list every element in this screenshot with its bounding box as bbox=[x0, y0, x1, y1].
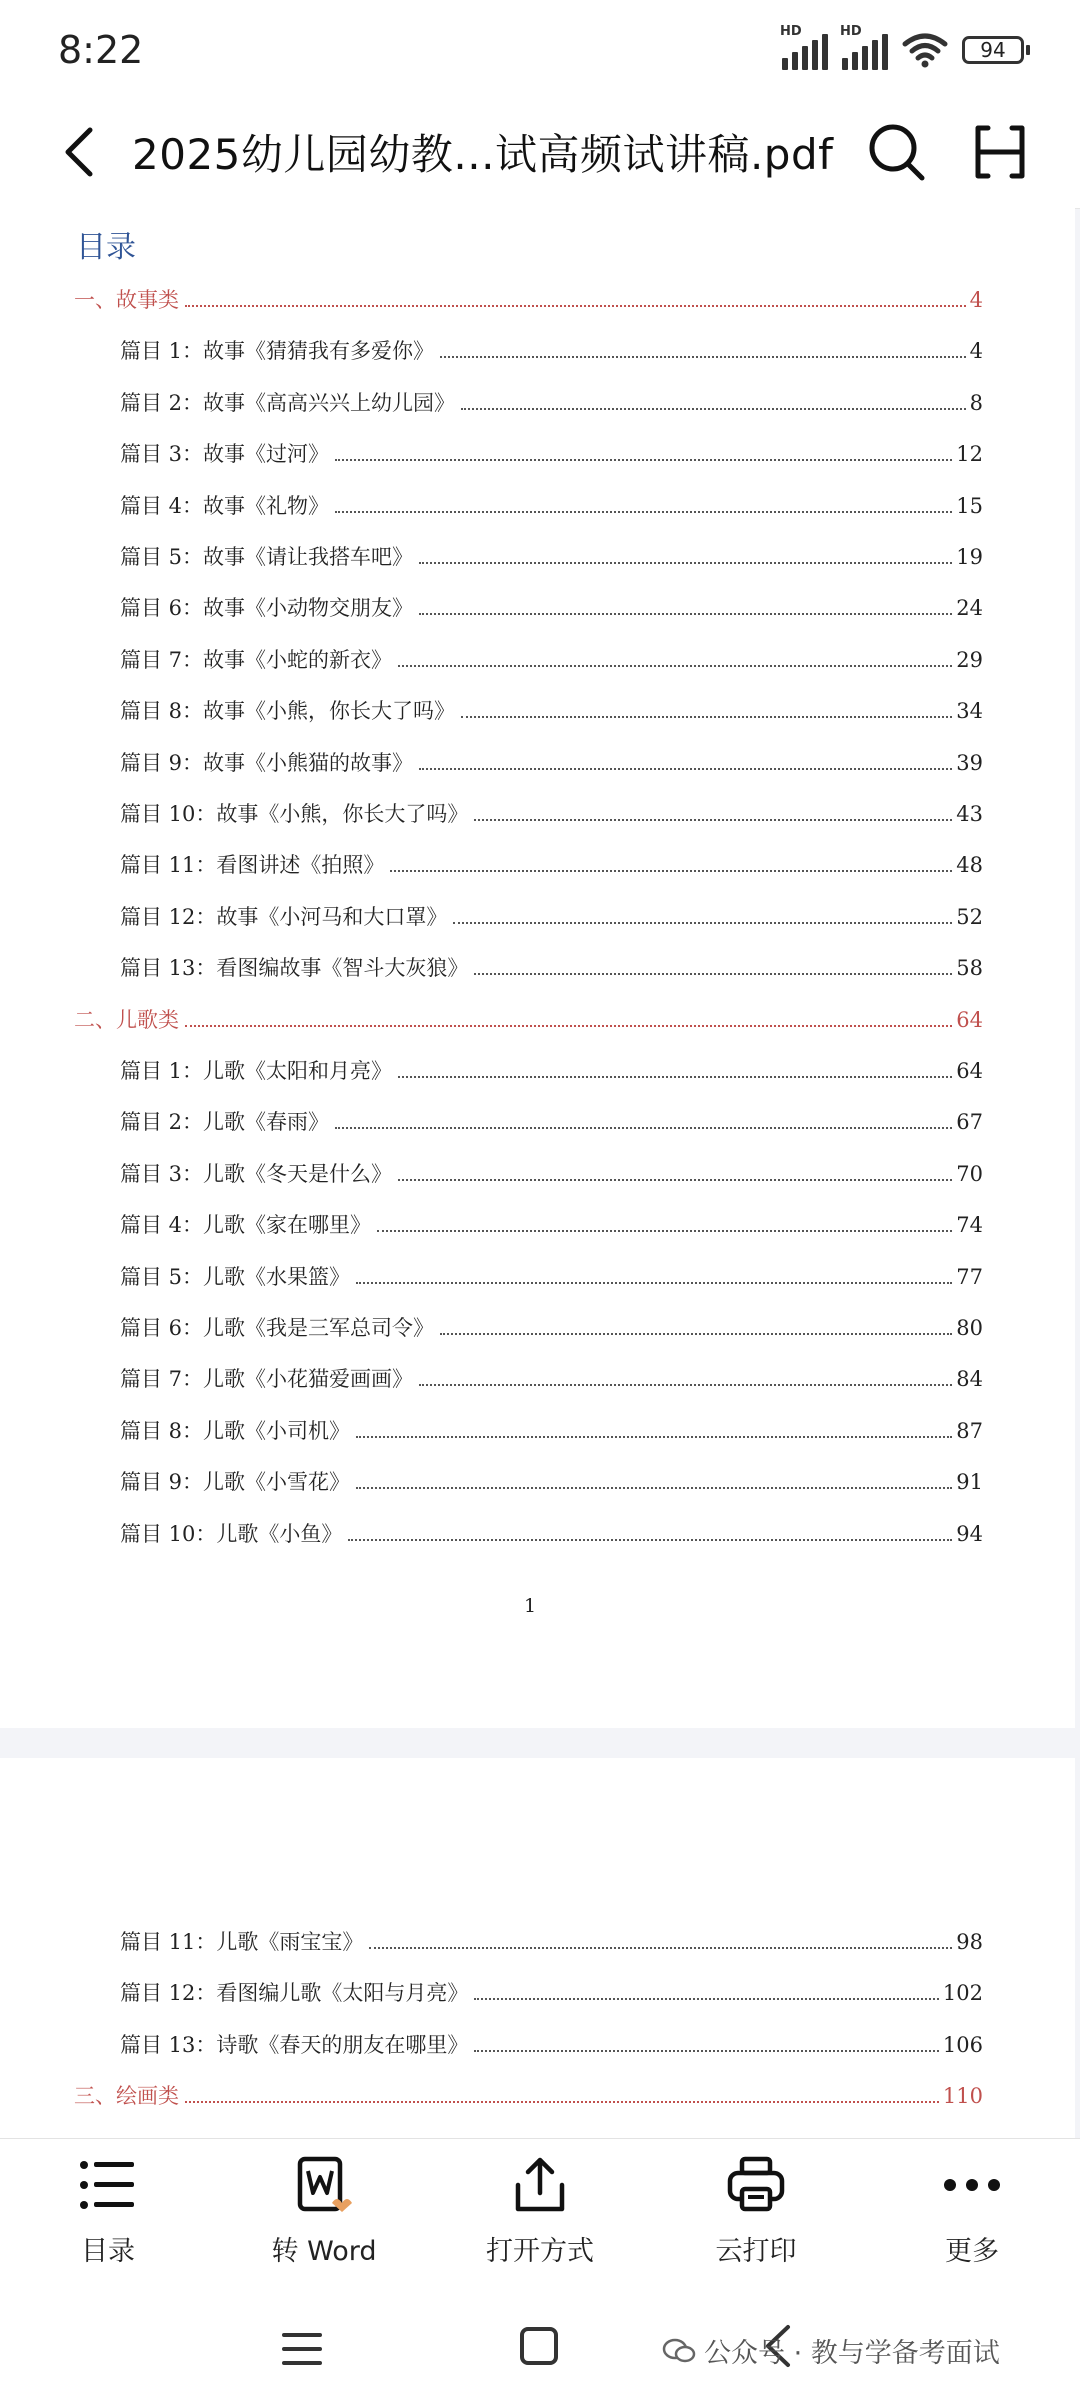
dot-leader bbox=[461, 716, 952, 718]
dot-leader bbox=[440, 1333, 952, 1335]
signal-hd-icon: HD bbox=[842, 30, 888, 70]
cloud-print-button[interactable]: 云打印 bbox=[676, 2155, 836, 2268]
printer-icon bbox=[724, 2155, 788, 2215]
dot-leader bbox=[348, 1539, 952, 1541]
toc-entry-title: 篇目 9：儿歌《小雪花》 bbox=[120, 1470, 351, 1495]
toc-entry-page: 67 bbox=[956, 1110, 983, 1135]
share-icon bbox=[508, 2155, 572, 2215]
dot-leader bbox=[335, 511, 952, 513]
toc-entry[interactable] bbox=[0, 1363, 1075, 1403]
dot-leader bbox=[419, 1384, 952, 1386]
toc-heading: 目录 bbox=[76, 230, 136, 265]
toc-entry-title: 篇目 11：看图讲述《拍照》 bbox=[120, 853, 385, 878]
toc-entry-page: 84 bbox=[956, 1367, 983, 1392]
open-with-button[interactable]: 打开方式 bbox=[460, 2155, 620, 2268]
dot-leader bbox=[453, 922, 952, 924]
toc-entry[interactable] bbox=[0, 387, 1075, 427]
toc-entry-page: 87 bbox=[956, 1418, 983, 1443]
toc-entry-page: 52 bbox=[956, 904, 983, 929]
dot-leader bbox=[356, 1436, 952, 1438]
dot-leader bbox=[419, 562, 952, 564]
toc-entry-title: 篇目 4：故事《礼物》 bbox=[120, 493, 330, 518]
pdf-page[interactable] bbox=[0, 1758, 1075, 2138]
toc-entry-title: 二、儿歌类 bbox=[74, 1007, 179, 1032]
signal-hd-icon: HD bbox=[782, 30, 828, 70]
toc-entry[interactable] bbox=[0, 1261, 1075, 1301]
toc-entry-title: 篇目 1：儿歌《太阳和月亮》 bbox=[120, 1059, 393, 1083]
toc-entry-page: 102 bbox=[942, 1981, 983, 2006]
app-header bbox=[0, 100, 1080, 209]
toc-entry[interactable] bbox=[0, 1158, 1075, 1198]
toc-entry-title: 篇目 3：儿歌《冬天是什么》 bbox=[120, 1161, 393, 1186]
toc-entry[interactable] bbox=[0, 1055, 1075, 1095]
toc-entry[interactable] bbox=[0, 798, 1075, 838]
watermark: 公众号 · 教与学备考面试 bbox=[662, 2331, 1000, 2370]
toc-entry[interactable] bbox=[0, 901, 1075, 941]
dot-leader bbox=[474, 973, 952, 975]
toc-entry-page: 74 bbox=[956, 1213, 983, 1238]
dot-leader bbox=[356, 1487, 952, 1489]
toc-entry[interactable] bbox=[0, 2029, 1075, 2069]
toc-entry-title: 篇目 3：故事《过河》 bbox=[120, 442, 330, 467]
list-icon bbox=[76, 2155, 140, 2215]
dot-leader bbox=[185, 2101, 939, 2103]
toc-entry-page: 77 bbox=[956, 1264, 983, 1289]
toc-entry[interactable] bbox=[0, 541, 1075, 581]
toc-entry-page: 39 bbox=[956, 750, 983, 775]
toc-entry-page: 98 bbox=[956, 1930, 983, 1954]
status-icons bbox=[780, 24, 1024, 70]
toc-entry-page: 80 bbox=[956, 1316, 983, 1340]
toc-entry-title: 篇目 12：看图编儿歌《太阳与月亮》 bbox=[120, 1981, 469, 2006]
toc-entry-title: 篇目 1：故事《猜猜我有多爱你》 bbox=[120, 339, 435, 364]
dot-leader bbox=[377, 1230, 952, 1232]
system-nav-bar bbox=[0, 2301, 1080, 2401]
toc-entry-page: 64 bbox=[956, 1059, 983, 1083]
toc-entry[interactable] bbox=[0, 1106, 1075, 1146]
toc-entry-page: 29 bbox=[956, 647, 983, 672]
toc-entry[interactable] bbox=[0, 1209, 1075, 1249]
toc-section[interactable] bbox=[0, 284, 1075, 324]
menu-icon[interactable] bbox=[280, 2329, 324, 2369]
toc-entry-page: 24 bbox=[956, 596, 983, 621]
toc-entry[interactable] bbox=[0, 849, 1075, 889]
status-bar bbox=[0, 0, 1080, 100]
dot-leader bbox=[419, 613, 952, 615]
toc-entry[interactable] bbox=[0, 952, 1075, 992]
home-icon[interactable] bbox=[518, 2325, 560, 2367]
document-title: 2025幼儿园幼教...试高频试讲稿.pdf bbox=[132, 130, 834, 179]
wifi-icon bbox=[902, 32, 948, 68]
toc-entry-title: 篇目 11：儿歌《雨宝宝》 bbox=[120, 1930, 364, 1954]
dot-leader bbox=[356, 1282, 952, 1284]
toc-entry[interactable] bbox=[0, 1415, 1075, 1455]
toc-entry-title: 篇目 13：看图编故事《智斗大灰狼》 bbox=[120, 956, 469, 981]
pdf-page[interactable] bbox=[0, 208, 1075, 1728]
dot-leader bbox=[398, 1076, 952, 1078]
dot-leader bbox=[398, 665, 952, 667]
toc-entry[interactable] bbox=[0, 1926, 1075, 1966]
toc-entry[interactable] bbox=[0, 335, 1075, 375]
toc-entry[interactable] bbox=[0, 490, 1075, 530]
bottom-toolbar bbox=[0, 2138, 1080, 2302]
word-convert-icon bbox=[292, 2155, 356, 2215]
toc-entry-title: 篇目 12：故事《小河马和大口罩》 bbox=[120, 904, 448, 929]
dot-leader bbox=[335, 1127, 952, 1129]
dot-leader bbox=[390, 870, 952, 872]
page-number: 1 bbox=[524, 1595, 537, 1617]
toc-entry[interactable] bbox=[0, 1518, 1075, 1558]
toc-entry[interactable] bbox=[0, 695, 1075, 735]
toc-section[interactable] bbox=[0, 2080, 1075, 2120]
toc-button[interactable]: 目录 bbox=[28, 2155, 188, 2268]
wechat-icon bbox=[662, 2338, 696, 2364]
toc-entry-page: 94 bbox=[956, 1521, 983, 1546]
dot-leader bbox=[440, 356, 966, 358]
toc-entry-title: 篇目 4：儿歌《家在哪里》 bbox=[120, 1213, 372, 1238]
toc-entry-page: 19 bbox=[956, 545, 983, 569]
dot-leader bbox=[335, 459, 952, 461]
toc-entry-title: 篇目 8：儿歌《小司机》 bbox=[120, 1418, 351, 1443]
toc-entry-title: 篇目 7：儿歌《小花猫爱画画》 bbox=[120, 1367, 414, 1392]
toc-entry-title: 篇目 2：故事《高高兴兴上幼儿园》 bbox=[120, 390, 456, 415]
toc-entry-page: 43 bbox=[956, 802, 983, 826]
toc-section[interactable] bbox=[0, 1004, 1075, 1044]
search-icon[interactable] bbox=[866, 120, 926, 184]
clock: 8:22 bbox=[58, 28, 144, 72]
toc-entry[interactable] bbox=[0, 1312, 1075, 1352]
back-icon[interactable] bbox=[52, 122, 112, 182]
toc-entry-page: 91 bbox=[956, 1470, 983, 1495]
toc-entry-title: 篇目 5：故事《请让我搭车吧》 bbox=[120, 545, 414, 569]
toc-entry-title: 篇目 8：故事《小熊，你长大了吗》 bbox=[120, 699, 456, 724]
more-button[interactable]: 更多 bbox=[892, 2155, 1052, 2268]
toc-entry-page: 110 bbox=[942, 2084, 983, 2109]
toc-entry-page: 34 bbox=[956, 699, 983, 724]
toc-entry-page: 12 bbox=[956, 442, 983, 467]
toc-entry-page: 70 bbox=[956, 1161, 983, 1186]
dot-leader bbox=[474, 1998, 939, 2000]
toc-entry-page: 4 bbox=[969, 288, 983, 312]
dot-leader bbox=[398, 1179, 952, 1181]
toc-entry-title: 篇目 7：故事《小蛇的新衣》 bbox=[120, 647, 393, 672]
toc-entry-page: 8 bbox=[969, 390, 983, 415]
toc-entry-title: 一、故事类 bbox=[74, 288, 179, 312]
toc-entry-page: 106 bbox=[942, 2032, 983, 2057]
toc-entry[interactable] bbox=[0, 644, 1075, 684]
toc-entry-page: 4 bbox=[969, 339, 983, 364]
dot-leader bbox=[419, 768, 952, 770]
toc-entry-title: 篇目 6：故事《小动物交朋友》 bbox=[120, 596, 414, 621]
dot-leader bbox=[461, 408, 966, 410]
toc-entry[interactable] bbox=[0, 438, 1075, 478]
toc-entry-page: 58 bbox=[956, 956, 983, 981]
toc-entry-title: 三、绘画类 bbox=[74, 2084, 179, 2109]
toc-entry[interactable] bbox=[0, 1977, 1075, 2017]
layout-icon[interactable] bbox=[972, 122, 1028, 182]
toc-entry-page: 64 bbox=[956, 1007, 983, 1032]
toc-entry-title: 篇目 13：诗歌《春天的朋友在哪里》 bbox=[120, 2032, 469, 2057]
dot-leader bbox=[369, 1947, 952, 1949]
toc-entry-title: 篇目 9：故事《小熊猫的故事》 bbox=[120, 750, 414, 775]
convert-word-button[interactable]: 转 Word bbox=[244, 2155, 404, 2268]
toc-entry-page: 15 bbox=[956, 493, 983, 518]
toc-entry-title: 篇目 2：儿歌《春雨》 bbox=[120, 1110, 330, 1135]
toc-entry-title: 篇目 10：儿歌《小鱼》 bbox=[120, 1521, 343, 1546]
toc-entry[interactable] bbox=[0, 1466, 1075, 1506]
toc-entry-title: 篇目 6：儿歌《我是三军总司令》 bbox=[120, 1316, 435, 1340]
toc-entry[interactable] bbox=[0, 592, 1075, 632]
toc-entry[interactable] bbox=[0, 747, 1075, 787]
toc-entry-title: 篇目 5：儿歌《水果篮》 bbox=[120, 1264, 351, 1289]
toc-entry-page: 48 bbox=[956, 853, 983, 878]
battery-icon: 94 bbox=[962, 36, 1024, 64]
dot-leader bbox=[474, 819, 952, 821]
toc-entry-title: 篇目 10：故事《小熊，你长大了吗》 bbox=[120, 802, 469, 826]
more-icon bbox=[940, 2155, 1004, 2215]
dot-leader bbox=[185, 305, 966, 307]
dot-leader bbox=[185, 1025, 952, 1027]
dot-leader bbox=[474, 2050, 939, 2052]
